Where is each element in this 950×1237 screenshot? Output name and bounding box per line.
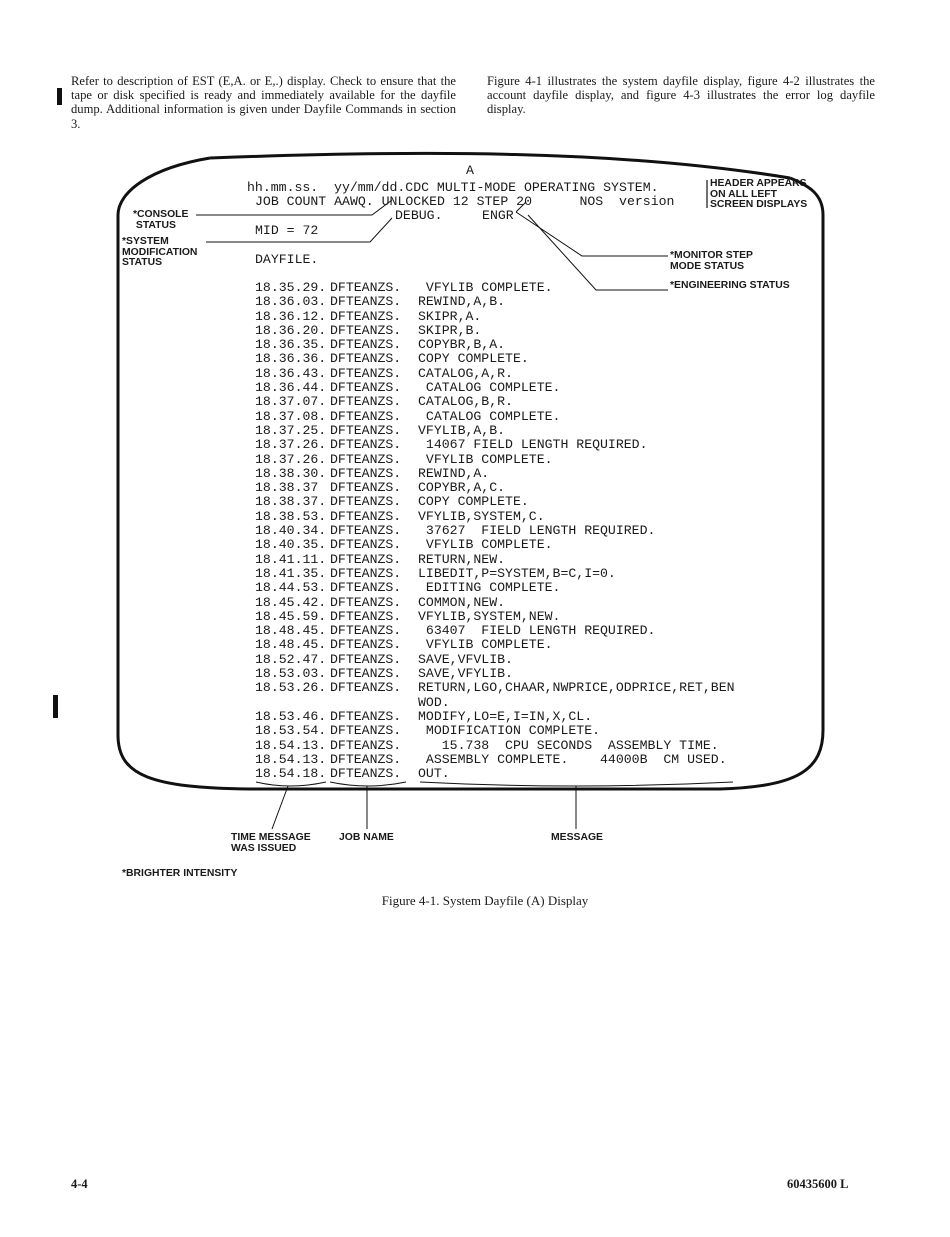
- dayfile-time: 18.54.13.: [255, 751, 327, 767]
- dayfile-message: VFYLIB COMPLETE.: [418, 537, 553, 553]
- dayfile-message: COMMON,NEW.: [418, 594, 506, 610]
- dayfile-message: VFYLIB,SYSTEM,NEW.: [418, 608, 561, 624]
- dayfile-message: SKIPR,A.: [418, 308, 482, 324]
- dayfile-job-name: DFTEANZS.: [330, 351, 402, 367]
- change-bar: [53, 695, 58, 718]
- dayfile-job-name: DFTEANZS.: [330, 666, 402, 682]
- dayfile-line: [255, 610, 735, 624]
- debug-line: DEBUG. ENGR: [395, 208, 514, 223]
- dayfile-message: LIBEDIT,P=SYSTEM,B=C,I=0.: [418, 565, 616, 581]
- dayfile-time: 18.35.29.: [255, 280, 327, 295]
- footnote-brighter-intensity: *BRIGHTER INTENSITY: [122, 868, 238, 879]
- dayfile-time: 18.36.36.: [255, 351, 327, 367]
- dayfile-job-name: DFTEANZS.: [330, 365, 402, 381]
- dayfile-line: [255, 367, 735, 381]
- dayfile-list: [255, 281, 735, 781]
- callout-job-name: JOB NAME: [339, 832, 394, 843]
- dayfile-line: [255, 696, 735, 710]
- dayfile-line: [255, 338, 735, 352]
- dayfile-line: [255, 453, 735, 467]
- dayfile-time: 18.37.26.: [255, 437, 327, 453]
- dayfile-time: 18.40.34.: [255, 523, 327, 539]
- callout-message: MESSAGE: [551, 832, 603, 843]
- dayfile-time: 18.53.46.: [255, 708, 327, 724]
- dayfile-job-name: DFTEANZS.: [330, 594, 402, 610]
- dayfile-line: [255, 438, 735, 452]
- dayfile-time: 18.37.25.: [255, 422, 327, 438]
- dayfile-message: 14067 FIELD LENGTH REQUIRED.: [418, 437, 648, 453]
- callout-time-message: TIME MESSAGE WAS ISSUED: [231, 832, 311, 854]
- dayfile-job-name: DFTEANZS.: [330, 708, 402, 724]
- dayfile-time: 18.36.03.: [255, 294, 327, 310]
- dayfile-message: COPYBR,A,C.: [418, 480, 506, 496]
- dayfile-time: 18.45.59.: [255, 608, 327, 624]
- dayfile-line: [255, 624, 735, 638]
- dayfile-time: 18.38.30.: [255, 465, 327, 481]
- dayfile-job-name: DFTEANZS.: [330, 437, 402, 453]
- dayfile-job-name: DFTEANZS.: [330, 465, 402, 481]
- dayfile-line: [255, 581, 735, 595]
- dayfile-line: [255, 653, 735, 667]
- dayfile-time: 18.38.37.: [255, 494, 327, 510]
- intro-paragraph-right: Figure 4-1 illustrates the system dayfile display, figure 4-2 illustrates the account dayfile display, and figure 4-3 illustrates the error log dayfile display.: [487, 74, 875, 117]
- dayfile-message: CATALOG COMPLETE.: [418, 380, 561, 396]
- dayfile-message: ASSEMBLY COMPLETE. 44000B CM USED.: [418, 751, 727, 767]
- dayfile-message: EDITING COMPLETE.: [418, 580, 561, 596]
- callout-console-status: *CONSOLE STATUS: [133, 209, 189, 231]
- dayfile-job-name: DFTEANZS.: [330, 651, 402, 667]
- dayfile-message: WOD.: [418, 694, 450, 710]
- callout-system-modification-status: *SYSTEM MODIFICATION STATUS: [122, 236, 198, 268]
- display-letter: A: [466, 163, 474, 178]
- dayfile-job-name: DFTEANZS.: [330, 551, 402, 567]
- dayfile-time: 18.40.35.: [255, 537, 327, 553]
- dayfile-job-name: DFTEANZS.: [330, 766, 402, 782]
- dayfile-job-name: DFTEANZS.: [330, 280, 402, 295]
- dayfile-line: [255, 567, 735, 581]
- dayfile-message: CATALOG,A,R.: [418, 365, 513, 381]
- dayfile-job-name: DFTEANZS.: [330, 294, 402, 310]
- dayfile-job-name: DFTEANZS.: [330, 680, 402, 696]
- dayfile-message: VFYLIB,A,B.: [418, 422, 506, 438]
- dayfile-job-name: DFTEANZS.: [330, 565, 402, 581]
- dayfile-message: 15.738 CPU SECONDS ASSEMBLY TIME.: [418, 737, 719, 753]
- dayfile-time: 18.36.44.: [255, 380, 327, 396]
- dayfile-time: 18.48.45.: [255, 637, 327, 653]
- dayfile-message: SAVE,VFYLIB.: [418, 666, 513, 682]
- dayfile-message: COPYBR,B,A.: [418, 337, 506, 353]
- dayfile-time: 18.36.43.: [255, 365, 327, 381]
- dayfile-job-name: DFTEANZS.: [330, 308, 402, 324]
- dayfile-line: [255, 524, 735, 538]
- dayfile-job-name: DFTEANZS.: [330, 508, 402, 524]
- dayfile-line: [255, 638, 735, 652]
- dayfile-time: 18.54.13.: [255, 737, 327, 753]
- intro-paragraph-left: Refer to description of EST (E,A. or E,.) display. Check to ensure that the tape or disk specified is ready and immediately available for the dayfile dump. Additional information is given under Dayfile Commands in section 3.: [71, 74, 456, 131]
- dayfile-job-name: DFTEANZS.: [330, 723, 402, 739]
- dayfile-job-name: DFTEANZS.: [330, 480, 402, 496]
- dayfile-message: RETURN,NEW.: [418, 551, 506, 567]
- dayfile-line: [255, 553, 735, 567]
- dayfile-time: 18.37.08.: [255, 408, 327, 424]
- dayfile-time: 18.53.54.: [255, 723, 327, 739]
- dayfile-job-name: DFTEANZS.: [330, 537, 402, 553]
- dayfile-message: OUT.: [418, 766, 450, 782]
- dayfile-message: COPY COMPLETE.: [418, 351, 529, 367]
- dayfile-time: 18.36.12.: [255, 308, 327, 324]
- dayfile-job-name: DFTEANZS.: [330, 637, 402, 653]
- dayfile-line: [255, 395, 735, 409]
- dayfile-line: [255, 467, 735, 481]
- dayfile-job-name: DFTEANZS.: [330, 380, 402, 396]
- dayfile-time: 18.41.11.: [255, 551, 327, 567]
- dayfile-line: [255, 753, 735, 767]
- callout-engineering-status: *ENGINEERING STATUS: [670, 280, 790, 291]
- document-number: 60435600 L: [787, 1177, 849, 1191]
- dayfile-line: [255, 424, 735, 438]
- dayfile-time: 18.48.45.: [255, 623, 327, 639]
- dayfile-message: RETURN,LGO,CHAAR,NWPRICE,ODPRICE,RET,BEN: [418, 680, 735, 696]
- callout-header: HEADER APPEARS ON ALL LEFT SCREEN DISPLAYS: [710, 178, 808, 210]
- dayfile-message: SKIPR,B.: [418, 322, 482, 338]
- dayfile-message: VFYLIB COMPLETE.: [418, 280, 553, 295]
- dayfile-job-name: DFTEANZS.: [330, 408, 402, 424]
- dayfile-time: 18.54.18.: [255, 766, 327, 782]
- dayfile-message: 37627 FIELD LENGTH REQUIRED.: [418, 523, 656, 539]
- dayfile-time: 18.53.26.: [255, 680, 327, 696]
- dayfile-line: [255, 295, 735, 309]
- mid-line: MID = 72: [255, 223, 319, 238]
- dayfile-line: [255, 510, 735, 524]
- dayfile-message: MODIFICATION COMPLETE.: [418, 723, 601, 739]
- dayfile-job-name: DFTEANZS.: [330, 737, 402, 753]
- dayfile-job-name: DFTEANZS.: [330, 422, 402, 438]
- dayfile-job-name: DFTEANZS.: [330, 451, 402, 467]
- dayfile-time: 18.37.26.: [255, 451, 327, 467]
- dayfile-line: [255, 681, 735, 695]
- dayfile-job-name: DFTEANZS.: [330, 608, 402, 624]
- dayfile-job-name: DFTEANZS.: [330, 337, 402, 353]
- dayfile-line: [255, 767, 735, 781]
- dayfile-line: [255, 667, 735, 681]
- header-line-2: JOB COUNT AAWQ. UNLOCKED 12 STEP 20 NOS version: [255, 194, 675, 209]
- dayfile-message: VFYLIB COMPLETE.: [418, 451, 553, 467]
- dayfile-message: REWIND,A.: [418, 465, 490, 481]
- dayfile-line: [255, 410, 735, 424]
- dayfile-time: 18.45.42.: [255, 594, 327, 610]
- dayfile-job-name: DFTEANZS.: [330, 494, 402, 510]
- dayfile-title: DAYFILE.: [255, 252, 319, 267]
- dayfile-job-name: DFTEANZS.: [330, 751, 402, 767]
- dayfile-message: CATALOG COMPLETE.: [418, 408, 561, 424]
- dayfile-message: CATALOG,B,R.: [418, 394, 513, 410]
- dayfile-job-name: DFTEANZS.: [330, 523, 402, 539]
- page-number: 4-4: [71, 1177, 88, 1191]
- dayfile-line: [255, 324, 735, 338]
- dayfile-message: VFYLIB COMPLETE.: [418, 637, 553, 653]
- dayfile-message: SAVE,VFVLIB.: [418, 651, 513, 667]
- dayfile-line: [255, 710, 735, 724]
- dayfile-time: 18.44.53.: [255, 580, 327, 596]
- dayfile-time: 18.36.35.: [255, 337, 327, 353]
- dayfile-message: 63407 FIELD LENGTH REQUIRED.: [418, 623, 656, 639]
- figure-caption: Figure 4-1. System Dayfile (A) Display: [381, 893, 589, 908]
- dayfile-time: 18.53.03.: [255, 666, 327, 682]
- callout-monitor-step-mode-status: *MONITOR STEP MODE STATUS: [670, 250, 753, 272]
- dayfile-line: [255, 310, 735, 324]
- dayfile-line: [255, 739, 735, 753]
- dayfile-time: 18.38.37: [255, 480, 319, 496]
- dayfile-line: [255, 596, 735, 610]
- dayfile-job-name: DFTEANZS.: [330, 322, 402, 338]
- dayfile-job-name: DFTEANZS.: [330, 580, 402, 596]
- header-line-1: hh.mm.ss. yy/mm/dd.CDC MULTI-MODE OPERATING SYSTEM.: [247, 180, 659, 195]
- dayfile-line: [255, 724, 735, 738]
- dayfile-line: [255, 481, 735, 495]
- dayfile-time: 18.37.07.: [255, 394, 327, 410]
- dayfile-message: COPY COMPLETE.: [418, 494, 529, 510]
- dayfile-job-name: DFTEANZS.: [330, 394, 402, 410]
- dayfile-job-name: DFTEANZS.: [330, 623, 402, 639]
- dayfile-line: [255, 381, 735, 395]
- dayfile-message: MODIFY,LO=E,I=IN,X,CL.: [418, 708, 593, 724]
- dayfile-time: 18.41.35.: [255, 565, 327, 581]
- dayfile-time: 18.36.20.: [255, 322, 327, 338]
- dayfile-message: REWIND,A,B.: [418, 294, 506, 310]
- dayfile-line: [255, 495, 735, 509]
- dayfile-line: [255, 281, 735, 295]
- dayfile-message: VFYLIB,SYSTEM,C.: [418, 508, 545, 524]
- dayfile-time: 18.38.53.: [255, 508, 327, 524]
- dayfile-line: [255, 352, 735, 366]
- dayfile-line: [255, 538, 735, 552]
- dayfile-time: 18.52.47.: [255, 651, 327, 667]
